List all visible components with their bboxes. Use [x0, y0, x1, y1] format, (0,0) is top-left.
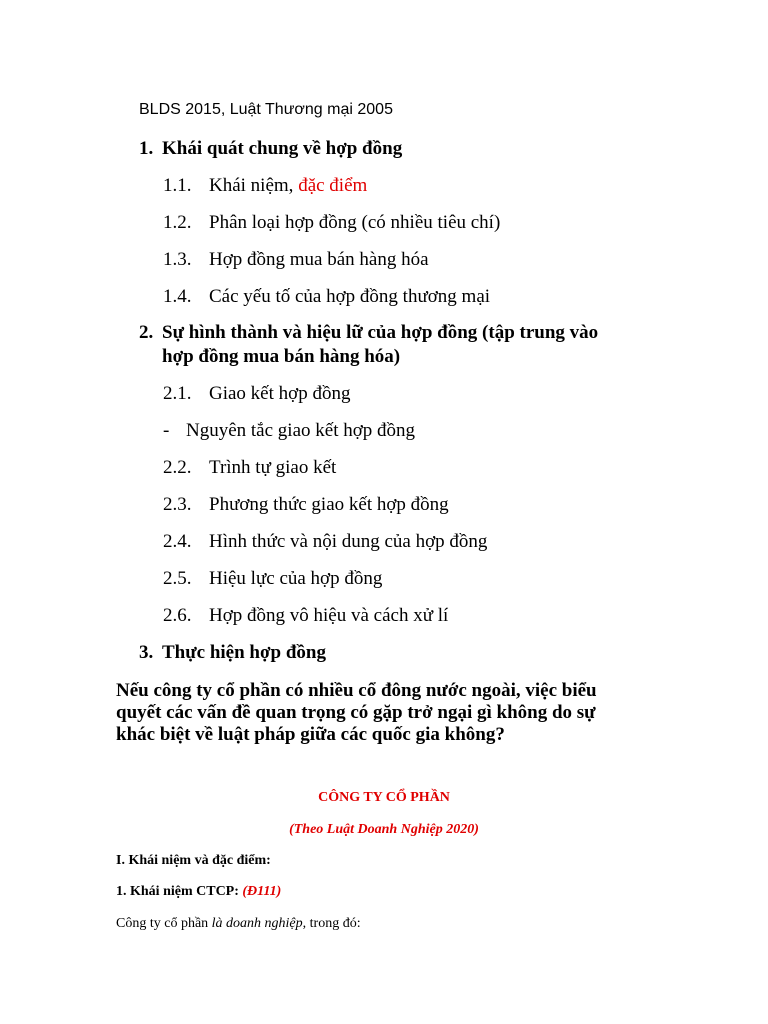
- list-item: 2.4. Hình thức và nội dung của hợp đồng: [163, 531, 488, 552]
- list-item: 2.5. Hiệu lực của hợp đồng: [163, 568, 383, 589]
- list-item: 1.2. Phân loại hợp đồng (có nhiều tiêu chí): [163, 212, 501, 233]
- body-paragraph: Công ty cổ phần là doanh nghiệp, trong đó:: [116, 916, 361, 931]
- list-item: 2.6. Hợp đồng vô hiệu và cách xử lí: [163, 605, 449, 626]
- list-item: 1.1. Khái niệm, đặc điểm: [163, 175, 368, 196]
- section-3-heading: 3. Thực hiện hợp đồng: [139, 642, 326, 663]
- list-item: 1.4. Các yếu tố của hợp đồng thương mại: [163, 286, 491, 307]
- section-2-heading-cont: hợp đồng mua bán hàng hóa): [162, 346, 401, 367]
- section-2-heading: 2. Sự hình thành và hiệu lữ của hợp đồng (tập trung vào: [139, 322, 599, 343]
- list-item: 2.2. Trình tự giao kết: [163, 457, 337, 478]
- section-1-heading: 1. Khái quát chung về hợp đồng: [139, 138, 403, 159]
- header-line: BLDS 2015, Luật Thương mại 2005: [139, 101, 393, 118]
- list-item: 1.3. Hợp đồng mua bán hàng hóa: [163, 249, 429, 270]
- highlight-text: đặc điểm: [298, 175, 368, 196]
- list-item: 2.3. Phương thức giao kết hợp đồng: [163, 494, 449, 515]
- concept-heading: 1. Khái niệm CTCP: (Đ111): [116, 884, 282, 899]
- section-heading: I. Khái niệm và đặc điểm:: [116, 853, 271, 868]
- company-title: CÔNG TY CỔ PHẦN: [318, 790, 450, 805]
- list-item: - Nguyên tắc giao kết hợp đồng: [163, 420, 416, 441]
- question-paragraph: Nếu công ty cổ phần có nhiều cổ đông nước ngoài, việc biểu quyết các vấn đề quan trọng có gặp trở ngại gì không do sự khác biệt về luật pháp giữa các quốc gia không?: [116, 680, 597, 745]
- article-reference: (Đ111): [242, 884, 282, 899]
- list-item: 2.1. Giao kết hợp đồng: [163, 383, 351, 404]
- company-subtitle: (Theo Luật Doanh Nghiệp 2020): [289, 822, 479, 837]
